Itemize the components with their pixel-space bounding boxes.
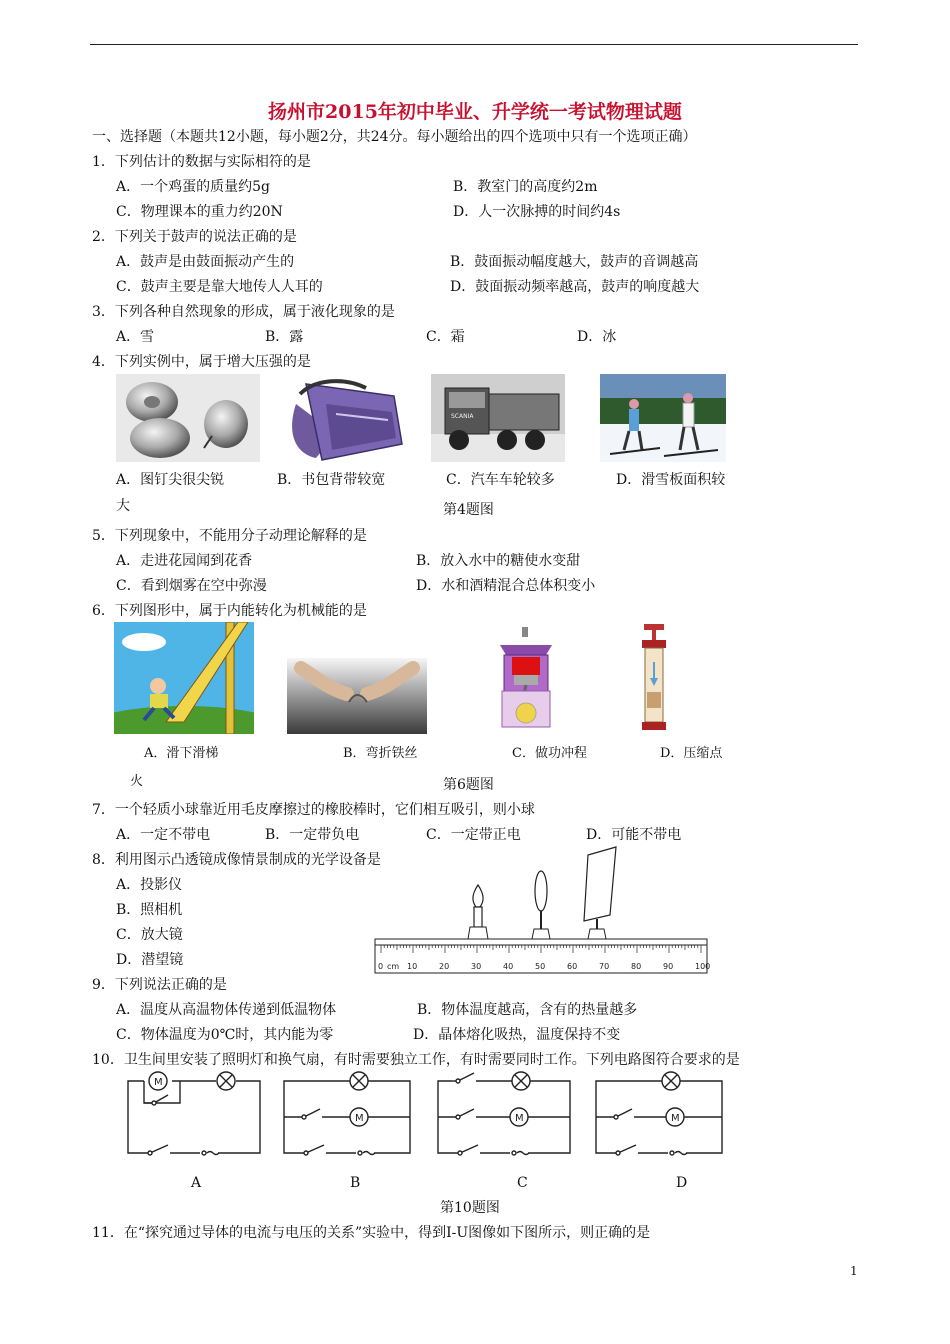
q1-option-d: D．人一次脉搏的时间约4s [453,204,621,220]
bench-rail [375,939,707,945]
q4-option-b: B．书包背带较宽 [277,472,386,488]
q9-option-a: A．温度从高温物体传递到低温物体 [116,1002,337,1018]
motor-label: M [671,1113,680,1124]
page-number: 1 [850,1264,858,1278]
q9-stem: 9．下列说法正确的是 [92,977,227,993]
page-title: 扬州市2015年初中毕业、升学统一考试物理试题 [268,101,682,123]
circuit-b [276,1067,426,1163]
q3-option-b: B．露 [265,329,304,345]
q4-stem: 4．下列实例中，属于增大压强的是 [92,354,311,370]
q4-option-d-continued: 大 [116,498,130,514]
q3-option-a: A．雪 [116,329,155,345]
q9-option-b: B．物体温度越高，含有的热量越多 [417,1002,638,1018]
q1-option-c: C．物理课本的重力约20N [116,204,283,220]
ruler-label: 60 [567,962,578,971]
q10-option-a: A [191,1175,202,1191]
q6-option-d-continued: 火 [130,774,144,789]
ruler-label: 50 [535,962,546,971]
truck-image [431,374,565,462]
section-heading: 一、选择题（本题共12小题，每小题2分，共24分。每小题给出的四个选项中只有一个选项正确） [92,129,697,145]
motor-label: M [355,1113,364,1124]
q2-option-c: C．鼓声主要是靠大地传人人耳的 [116,279,323,295]
q2-stem: 2．下列关于鼓声的说法正确的是 [92,229,297,245]
q6-option-d: D．压缩点 [660,746,723,761]
engine-stroke-image [494,627,558,733]
q1-stem: 1．下列估计的数据与实际相符的是 [92,154,311,170]
compression-igniter-image [634,622,674,734]
q8-option-d: D．潜望镜 [116,952,184,968]
ruler-label: 10 [407,962,418,971]
lens-holder [532,929,550,939]
q1-option-a: A．一个鸡蛋的质量约5g [116,179,270,195]
q7-option-d: D．可能不带电 [586,827,682,843]
q6-stem: 6．下列图形中，属于内能转化为机械能的是 [92,603,367,619]
q8-option-c: C．放大镜 [116,927,183,943]
ruler-label: 0 [378,962,384,971]
q7-option-b: B．一定带负电 [265,827,360,843]
ski-image [600,374,726,462]
q10-option-c: C [517,1175,528,1191]
q5-stem: 5．下列现象中，不能用分子动理论解释的是 [92,528,367,544]
optical-bench-figure [370,845,710,975]
q8-option-a: A．投影仪 [116,877,183,893]
q7-option-c: C．一定带正电 [426,827,521,843]
q4-option-c: C．汽车车轮较多 [446,472,555,488]
q2-option-d: D．鼓面振动频率越高，鼓声的响度越大 [450,279,700,295]
q10-option-d: D [676,1175,688,1191]
ruler-label: 100 [695,962,710,971]
q9-option-d: D．晶体熔化吸热，温度保持不变 [413,1027,621,1043]
q8-option-b: B．照相机 [116,902,183,918]
truck-brand-text: SCANIA [451,413,474,420]
q7-option-a: A．一定不带电 [116,827,211,843]
thumbtack-image [116,374,260,462]
q4-option-a: A．图钉尖很尖锐 [116,472,225,488]
q3-option-c: C．霜 [426,329,465,345]
q10-figure-caption: 第10题图 [440,1200,500,1216]
q9-option-c: C．物体温度为0℃时，其内能为零 [116,1027,334,1043]
ruler-label: 30 [471,962,482,971]
q2-option-a: A．鼓声是由鼓面振动产生的 [116,254,295,270]
q6-option-b: B．弯折铁丝 [343,746,418,761]
circuit-d [588,1067,738,1163]
motor-label: M [154,1077,163,1088]
ruler-unit: cm [387,962,400,971]
screen-holder [588,929,606,939]
slide-image [114,622,254,734]
circuit-c [430,1067,580,1163]
candle [474,907,482,927]
q1-option-b: B．教室门的高度约2m [453,179,598,195]
q8-stem: 8．利用图示凸透镜成像情景制成的光学设备是 [92,852,381,868]
ruler-label: 70 [599,962,610,971]
q6-figure-caption: 第6题图 [443,777,494,793]
q5-option-d: D．水和酒精混合总体积变小 [416,578,596,594]
candle-flame [473,885,483,907]
q4-figure-caption: 第4题图 [443,502,494,518]
motor-label: M [515,1113,524,1124]
light-screen [584,847,616,921]
backpack-image [276,374,410,462]
q5-option-a: A．走进花园闻到花香 [116,553,253,569]
q2-option-b: B．鼓面振动幅度越大，鼓声的音调越高 [450,254,699,270]
q4-option-d: D．滑雪板面积较 [616,472,726,488]
q5-option-b: B．放入水中的糖使水变甜 [416,553,581,569]
q3-stem: 3．下列各种自然现象的形成，属于液化现象的是 [92,304,395,320]
q7-stem: 7．一个轻质小球靠近用毛皮摩擦过的橡胶棒时，它们相互吸引，则小球 [92,802,535,818]
bending-wire-image [287,658,427,734]
ruler-label: 90 [663,962,674,971]
q6-option-a: A．滑下滑梯 [144,746,219,761]
convex-lens [535,871,547,911]
header-rule [90,44,858,45]
q10-stem: 10．卫生间里安装了照明灯和换气扇，有时需要独立工作，有时需要同时工作。下列电路图符合要求的是 [92,1052,740,1068]
q3-option-d: D．冰 [577,329,617,345]
ruler-label: 40 [503,962,514,971]
q6-option-c: C．做功冲程 [512,746,587,761]
circuit-a [120,1067,270,1163]
candle-holder [468,927,488,939]
ruler-label: 80 [631,962,642,971]
q5-option-c: C．看到烟雾在空中弥漫 [116,578,267,594]
q11-stem: 11．在“探究通过导体的电流与电压的关系”实验中，得到I-U图像如下图所示，则正确的是 [92,1225,651,1241]
ruler-label: 20 [439,962,450,971]
q10-option-b: B [350,1175,361,1191]
